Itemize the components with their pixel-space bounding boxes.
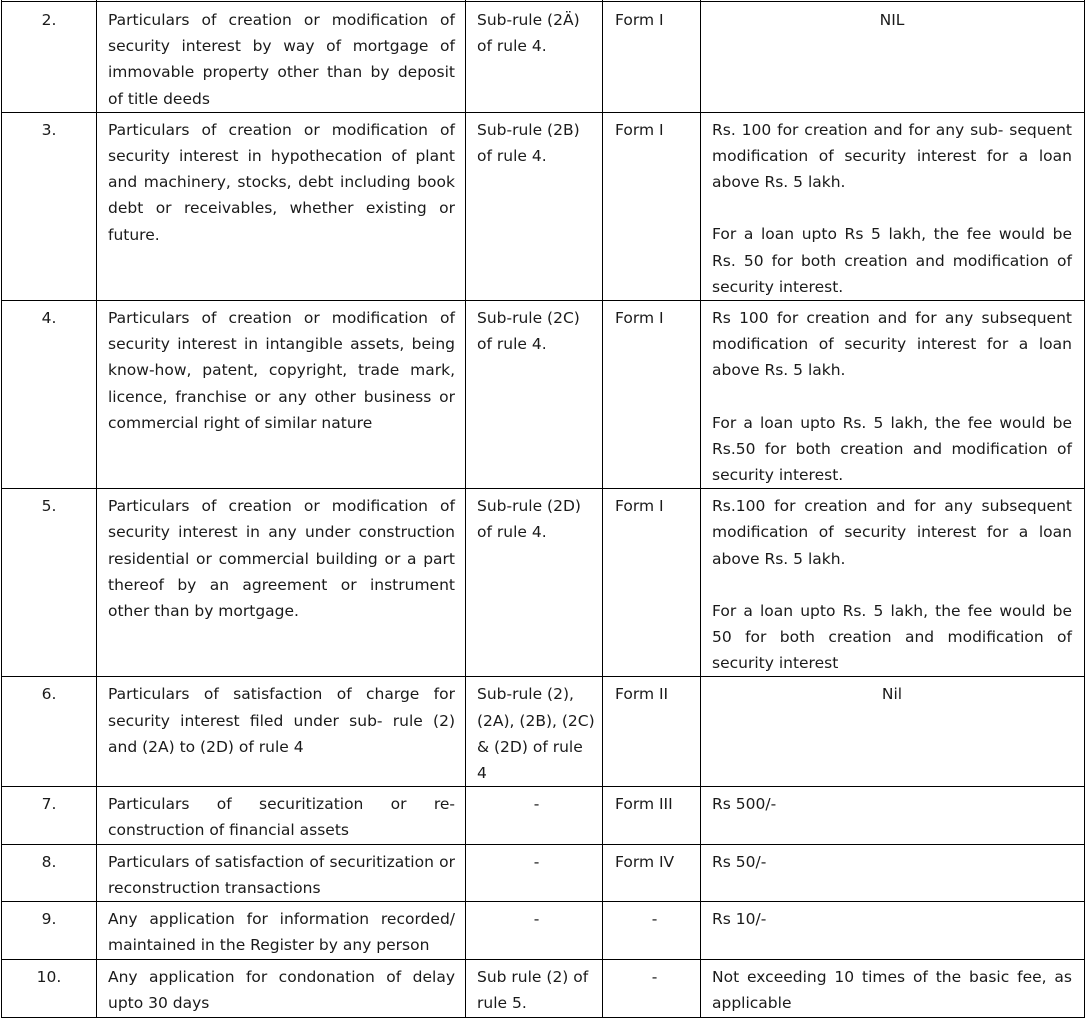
fee-text: Rs. 100 for creation and for any sub- sequent modification of security interest for a loan above Rs. 5 lakh. (712, 120, 1072, 192)
table-row (2, 902, 1085, 959)
serial-number-cell: 8. (2, 844, 97, 901)
rule-cell: Sub-rule (2Ä) of rule 4. (466, 2, 603, 113)
form-cell: Form I (603, 112, 701, 300)
fee-cell (701, 2, 1085, 113)
fee-text: For a loan upto Rs 5 lakh, the fee would be Rs. 50 for both creation and modification of security interest. (712, 225, 1072, 296)
rule-cell: - (466, 787, 603, 844)
serial-number-cell: 3. (2, 112, 97, 300)
fee-cell (701, 112, 1085, 300)
particulars-cell: Any application for condonation of delay upto 30 days (97, 959, 466, 1017)
table-row (2, 959, 1085, 1017)
fee-cell (701, 902, 1085, 959)
form-cell: Form I (603, 301, 701, 489)
fee-text: NIL (879, 11, 905, 29)
serial-number-cell: 2. (2, 2, 97, 113)
particulars-cell: Particulars of satisfaction of charge for security interest filed under sub- rule (2) and (2A) to (2D) of rule 4 (97, 677, 466, 787)
form-cell: Form II (603, 677, 701, 787)
rule-cell: Sub-rule (2C) of rule 4. (466, 301, 603, 489)
fee-cell (701, 489, 1085, 677)
fee-text: For a loan upto Rs. 5 lakh, the fee would be 50 for both creation and modification of security interest (712, 601, 1072, 673)
particulars-cell: Any application for information recorded/ maintained in the Register by any person (97, 902, 466, 959)
form-cell: - (603, 902, 701, 959)
fee-text: Rs.100 for creation and for any subsequent modification of security interest for a loan above Rs. 5 lakh. (712, 497, 1072, 568)
fee-text: Rs 10/- (712, 910, 767, 929)
fee-text: Rs 50/- (712, 852, 767, 871)
serial-number-cell: 10. (2, 959, 97, 1017)
serial-number-cell: 5. (2, 489, 97, 677)
particulars-cell: Particulars of creation or modification of security interest in intangible assets, being know-how, patent, copyright, trade mark, licence, franchise or any other business or commercial right of similar nature (97, 301, 466, 489)
particulars-cell: Particulars of securitization or re-construction of financial assets (97, 787, 466, 844)
rule-cell: Sub-rule (2), (2A), (2B), (2C) & (2D) of rule 4 (466, 677, 603, 787)
fee-schedule-table (1, 0, 1085, 1018)
table-row (2, 844, 1085, 901)
table-row (2, 2, 1085, 113)
table-row (2, 677, 1085, 787)
serial-number-cell: 7. (2, 787, 97, 844)
particulars-cell: Particulars of creation or modification of security interest in hypothecation of plant and machinery, stocks, debt including book debt or receivables, whether existing or future. (97, 112, 466, 300)
table-row (2, 112, 1085, 300)
fee-cell (701, 301, 1085, 489)
fee-text: For a loan upto Rs. 5 lakh, the fee would be Rs.50 for both creation and modification of security interest. (712, 413, 1072, 485)
form-cell: Form III (603, 787, 701, 844)
table-row (2, 489, 1085, 677)
particulars-cell: Particulars of creation or modification of security interest in any under construction residential or commercial building or a part thereof by an agreement or instrument other than by mortgage. (97, 489, 466, 677)
fee-cell (701, 677, 1085, 787)
serial-number-cell: 9. (2, 902, 97, 959)
rule-cell: Sub rule (2) of rule 5. (466, 959, 603, 1017)
particulars-cell: Particulars of creation or modification of security interest by way of mortgage of immovable property other than by deposit of title deeds (97, 2, 466, 113)
fee-text: Nil (881, 685, 903, 704)
fee-cell (701, 787, 1085, 844)
form-cell: - (603, 959, 701, 1017)
fee-cell (701, 844, 1085, 901)
fee-text: Rs 500/- (712, 795, 777, 814)
form-cell: Form IV (603, 844, 701, 901)
particulars-cell: Particulars of satisfaction of securitization or reconstruction transactions (97, 844, 466, 901)
form-cell: Form I (603, 2, 701, 113)
table-row (2, 787, 1085, 844)
fee-text: Rs 100 for creation and for any subsequent modification of security interest for a loan above Rs. 5 lakh. (712, 309, 1072, 380)
rule-cell: - (466, 844, 603, 901)
rule-cell: - (466, 902, 603, 959)
fee-cell (701, 959, 1085, 1017)
serial-number-cell: 4. (2, 301, 97, 489)
serial-number-cell: 6. (2, 677, 97, 787)
rule-cell: Sub-rule (2B) of rule 4. (466, 112, 603, 300)
fee-text: Not exceeding 10 times of the basic fee, as applicable (712, 967, 1072, 1012)
rule-cell: Sub-rule (2D) of rule 4. (466, 489, 603, 677)
form-cell: Form I (603, 489, 701, 677)
table-row (2, 301, 1085, 489)
